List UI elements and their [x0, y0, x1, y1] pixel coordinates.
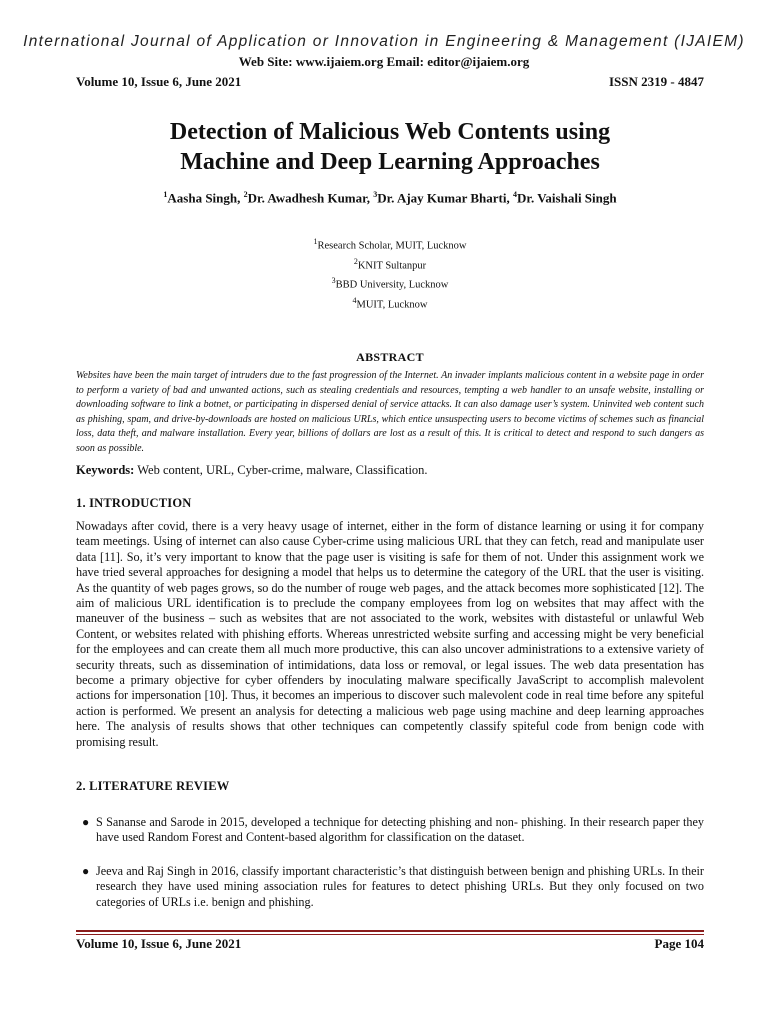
affiliation-text: BBD University, Lucknow	[335, 279, 449, 291]
affiliation-text: KNIT Sultanpur	[357, 260, 427, 271]
paper-title	[60, 117, 720, 177]
paper-title-line1: Detection of Malicious Web Contents using	[169, 119, 611, 145]
list-item-text: Jeeva and Raj Singh in 2016, classify important characteristic’s that distinguish between benign and phishing URLs. In their research they have used mining association rules for features to detect phishing URLs. But they only focused on two categories of URLs i.e. benign and phishing.	[96, 863, 704, 909]
journal-title: International Journal of Application or Innovation in Engineering & Management (IJAIEM)	[23, 33, 745, 50]
affiliation-item	[0, 273, 768, 293]
affiliation-sup: 4	[352, 295, 357, 305]
section-heading-introduction: 1. INTRODUCTION	[76, 496, 192, 510]
introduction-body: Nowadays after covid, there is a very heavy usage of internet, either in the form of distance learning or using it for company team meetings. Using of internet can also cause Cyber-crime using malicious URL that they can fetch, read and manipulate user data [11]. So, it’s very important to know that the page user is visiting is safe for them of not. Under this assignment work we have tried several approaches for designing a model that helps us to determine the category of the URL that the user is visiting. As the quantity of web pages grows, so do the number of rouge web pages, and the attack becomes more sophisticated [12]. The aim of malicious URL identification is to preclude the company employees from log on websites that may affect with the maneuver of the business – such as websites that are not associated to the work, websites with distasteful or unlawful Web Content, or websites related with phishing efforts. Whereas unrestricted website surfing and accessing might be very beneficial for the employees and can create them all much more productive, this can also uncover administrations to a extensive variety of security threats, such as dissemination of intimidations, data loss or removal, or legal issues. The web data presentation has become a primary objective for cyber offenders by inoculating malware specifically JavaScript to accomplish malevolent actions for impersonation [10]. Thus, it becomes an imperious to discover such malevolent code in real time before any spiteful action is performed. We present an analysis for detecting a malicious web page using machine and deep learning approaches here. The analysis of results shows that other techniques can competently classify spiteful code from benign code with promising result.	[76, 519, 704, 749]
affiliation-item	[0, 254, 768, 274]
paper-title-line2: Machine and Deep Learning Approaches	[180, 149, 600, 175]
page-footer	[76, 936, 704, 952]
journal-website-email: Web Site: www.ijaiem.org Email: editor@ijaiem.org	[238, 54, 530, 69]
keywords	[76, 463, 704, 478]
page-number: Page 104	[654, 936, 704, 951]
author-name: Dr. Awadhesh Kumar,	[247, 190, 374, 206]
affiliation-text: Research Scholar, MUIT, Lucknow	[317, 240, 467, 252]
affiliation-item	[0, 234, 768, 254]
footer-volume: Volume 10, Issue 6, June 2021	[76, 936, 242, 951]
header-issn: ISSN 2319 - 4847	[609, 74, 704, 89]
author-name: Aasha Singh,	[167, 190, 244, 206]
keywords-label: Keywords:	[76, 463, 135, 477]
author-name: Dr. Vaishali Singh	[517, 190, 617, 206]
author-sup: 1	[163, 190, 168, 199]
keywords-list: Web content, URL, Cyber-crime, malware, Classification.	[134, 463, 428, 477]
affiliation-item	[0, 293, 768, 313]
affiliation-sup: 1	[313, 237, 318, 246]
abstract-heading: ABSTRACT	[356, 350, 424, 364]
affiliation-sup: 3	[331, 276, 336, 285]
author-sup: 3	[373, 190, 378, 199]
header-volume: Volume 10, Issue 6, June 2021	[76, 74, 242, 89]
author-list	[0, 190, 768, 206]
bullet-icon: ●	[82, 863, 90, 878]
affiliation-text: MUIT, Lucknow	[356, 299, 428, 310]
list-item	[76, 815, 704, 846]
footer-divider	[76, 930, 704, 932]
literature-bullet-list	[76, 815, 704, 928]
footer-divider-thin	[76, 934, 704, 935]
volume-issn-line	[76, 74, 704, 90]
section-heading-literature-review: 2. LITERATURE REVIEW	[76, 779, 230, 793]
affiliation-sup: 2	[353, 256, 358, 266]
author-name: Dr. Ajay Kumar Bharti,	[377, 190, 513, 206]
list-item-text: S Sananse and Sarode in 2015, developed a technique for detecting phishing and non- phishing. In their research paper they have used Random Forest and Content-based algorithm for classification on the dataset.	[96, 815, 704, 845]
bullet-icon: ●	[82, 815, 90, 829]
author-sup: 2	[243, 190, 248, 199]
list-item	[76, 864, 704, 910]
affiliation-list	[0, 234, 768, 312]
abstract-body: Websites have been the main target of intruders due to the fast progression of the Internet. An invader implants malicious content in a website page in order to perform a variety of bad and unwanted actions, such as stealing credentials and resources, tempting a web handler to an unsafe website, installing or downloading software to link a botnet, or participating in dispersed denial of service attacks. It can also damage user’s system. Uninvited web content such as phishing, spam, and drive-by-downloads are hosted on malicious URLs, which entice unsuspecting users to become victims of schemes such as financial loss, data theft, and malware installation. Every year, billions of dollars are lost as a result of this. It is critical to detect and respond to such dangers as soon as possible.	[76, 370, 704, 454]
author-sup: 4	[513, 190, 517, 199]
